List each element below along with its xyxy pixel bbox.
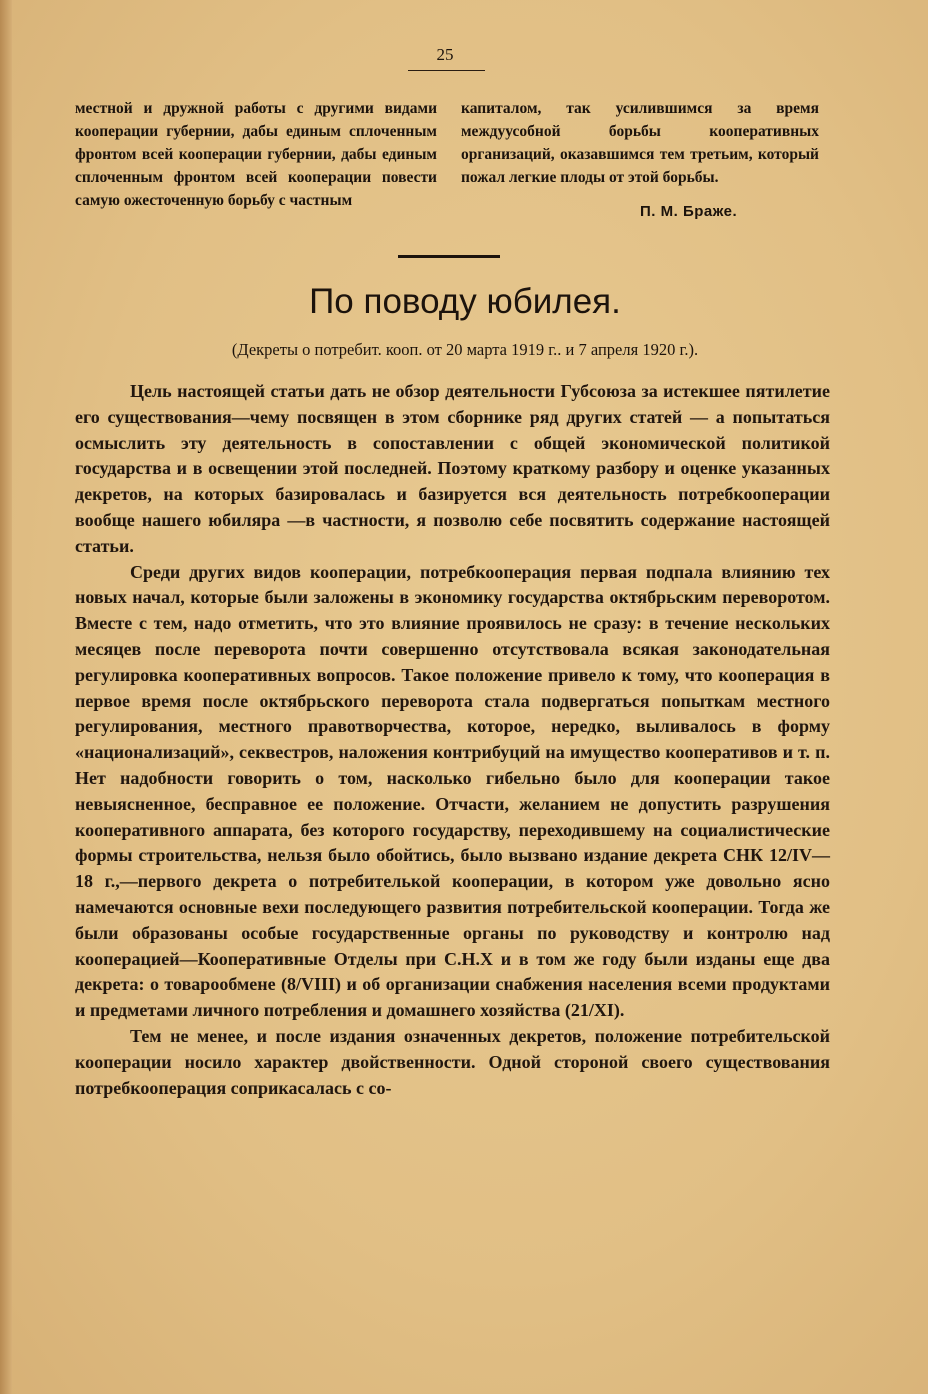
previous-article-right-column: капиталом, так усилившимся за время междуусобной борьбы кооперативных организаций, оказавшимся тем третьим, который пожал легкие плоды от этой борьбы. [461, 100, 819, 186]
page-number: 25 [436, 45, 454, 64]
article-paragraph: Тем не менее, и после издания означенных декретов, положение потребительской кооперации носило характер двойственности. Одной стороной своего существования потребкооперация соприкасалась с со- [75, 1025, 830, 1098]
article-paragraph: Цель настоящей статьи дать не обзор деятельности Губсоюза за истекшее пятилетие его существования—чему посвящен в этом сборнике ряд других статей — а попытаться осмыслить эту деятельность в сопоставлении с общей экономической политикой государства и в освещении этой последней. Поэтому краткому разбору и оценке указанных декретов, на которых базировалась и базируется вся деятельность потребкооперации вообще нашего юбиляра —в частности, я позволю себе посвятить содержание настоящей статьи. [75, 381, 830, 556]
page-number-rule [408, 70, 485, 71]
article-paragraph: Среди других видов кооперации, потребкооперация первая подпала влиянию тех новых начал, которые были заложены в экономику государства октябрьским переворотом. Вместе с тем, надо отметить, что это влияние проявилось не сразу: в течение нескольких месяцев после переворота почти совершенно отсутствовала всякая законодательная регулировка кооперативных вопросов. Такое положение привело к тому, что кооперация в первое время после октябрьского переворота стала подвергаться попыткам местного регулирования, местного правотворчества, которое, нередко, выливалось в форму «национализаций», секвестров, наложения контрибуций на имущество кооперативов и т. п. Нет надобности говорить о том, насколько гибельно было для кооперации такое невыясненное, бесправное ее положение. Отчасти, желанием не допустить разрушения кооперативного аппарата, без которого государству, переходившему на социалистические формы строительства, нельзя было обойтись, было вызвано издание декрета СНК 12/IV— 18 г.,—первого декрета о потребителькой кооперации, в котором уже довольно ясно намечаются основные вехи последующего развития потребительской кооперации. Тогда же были образованы особые государственные органы по руководству и контролю над кооперацией—Кооперативные Отделы при С.Н.Х и в том же году были изданы еще два декрета: о товарообмене (8/VIII) и об организации снабжения населения всеми продуктами и предметами личного потребления и домашнего хозяйства (21/XI). [75, 561, 830, 1021]
page-binding-edge [0, 0, 12, 1394]
section-divider [398, 255, 500, 258]
previous-article-left-column: местной и дружной работы с другими видами кооперации губернии, дабы единым сплоченным фронтом всей кооперации губернии, дабы единым сплоченным фронтом всей кооперации повести самую ожесточенную борьбу с частным [75, 100, 437, 209]
article-title: По поводу юбилея. [309, 282, 621, 321]
article-subtitle: (Декреты о потребит. кооп. от 20 марта 1919 г.. и 7 апреля 1920 г.). [231, 340, 699, 359]
article-body [75, 379, 830, 1101]
author-signature: П. М. Браже. [640, 203, 738, 220]
